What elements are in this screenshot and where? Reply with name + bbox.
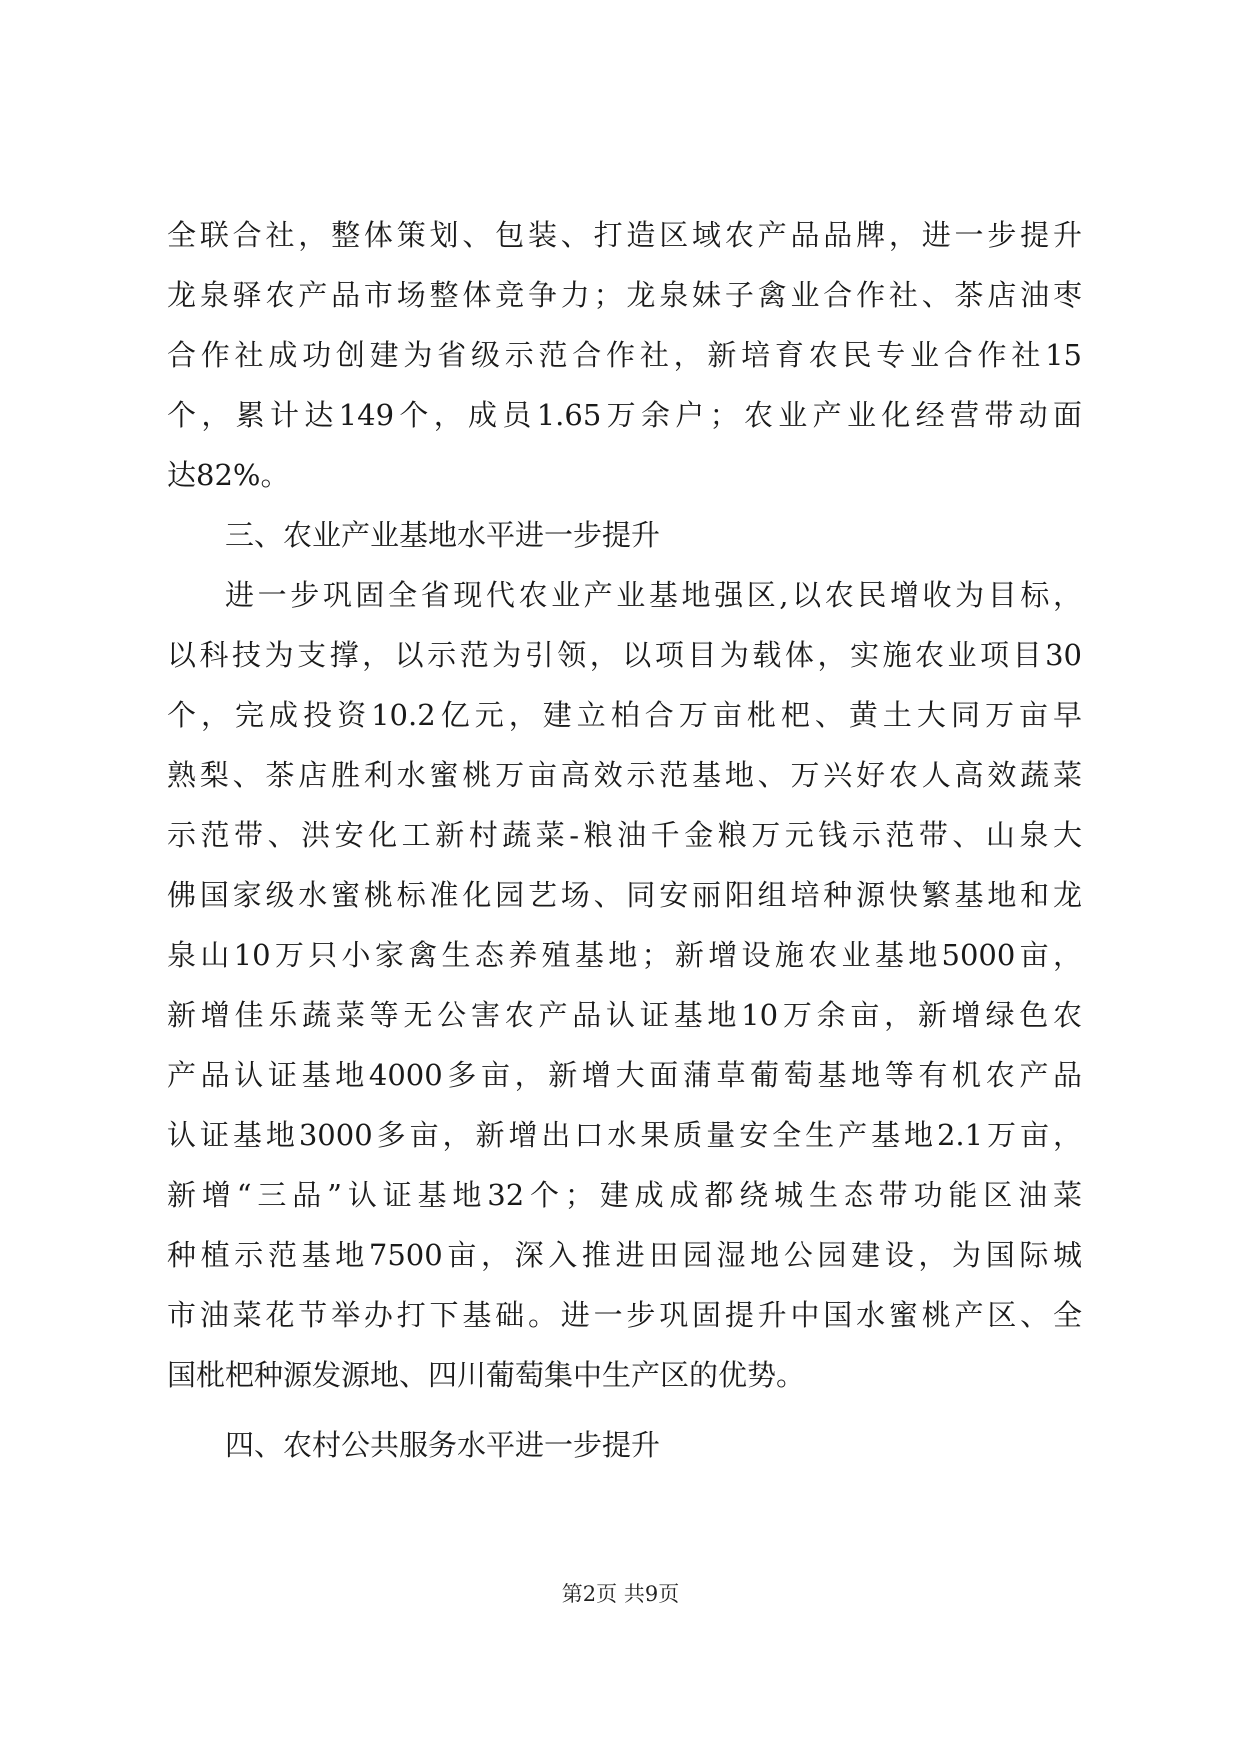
paragraph-line: 市油菜花节举办打下基础。进一步巩固提升中国水蜜桃产区、全: [167, 1298, 1082, 1332]
document-body: [167, 205, 1082, 1475]
paragraph-line: 龙泉驿农产品市场整体竞争力；龙泉妹子禽业合作社、茶店油枣: [167, 278, 1082, 312]
paragraph-line: 认证基地3000多亩，新增出口水果质量安全生产基地2.1万亩，: [167, 1118, 1082, 1152]
page-number-footer: 第2页 共9页: [561, 1582, 680, 1606]
paragraph-line: 示范带、洪安化工新村蔬菜-粮油千金粮万元钱示范带、山泉大: [167, 818, 1082, 852]
paragraph-line: 个，完成投资10.2亿元，建立柏合万亩枇杷、黄土大同万亩早: [167, 698, 1082, 732]
paragraph-line: 进一步巩固全省现代农业产业基地强区,以农民增收为目标，: [225, 578, 1082, 612]
section-heading: 四、农村公共服务水平进一步提升: [225, 1428, 661, 1462]
paragraph-line: 个，累计达149个，成员1.65万余户；农业产业化经营带动面: [167, 398, 1082, 432]
paragraph-line: 佛国家级水蜜桃标准化园艺场、同安丽阳组培种源快繁基地和龙: [167, 878, 1082, 912]
paragraph-line: 以科技为支撑，以示范为引领，以项目为载体，实施农业项目30: [167, 638, 1082, 672]
paragraph-line: 国枇杷种源发源地、四川葡萄集中生产区的优势。: [167, 1358, 806, 1392]
paragraph-line: 全联合社，整体策划、包装、打造区域农产品品牌，进一步提升: [167, 218, 1082, 252]
section-heading: 三、农业产业基地水平进一步提升: [225, 518, 661, 552]
paragraph-line: 新增佳乐蔬菜等无公害农产品认证基地10万余亩，新增绿色农: [167, 998, 1082, 1032]
paragraph-line: 泉山10万只小家禽生态养殖基地；新增设施农业基地5000亩，: [167, 938, 1082, 972]
paragraph-line: 种植示范基地7500亩，深入推进田园湿地公园建设，为国际城: [167, 1238, 1082, 1272]
paragraph-line: 熟梨、茶店胜利水蜜桃万亩高效示范基地、万兴好农人高效蔬菜: [167, 758, 1082, 792]
paragraph-line: 产品认证基地4000多亩，新增大面蒲草葡萄基地等有机农产品: [167, 1058, 1082, 1092]
paragraph-line: 合作社成功创建为省级示范合作社，新培育农民专业合作社15: [167, 338, 1082, 372]
paragraph-line: 新增“三品”认证基地32个；建成成都绕城生态带功能区油菜: [167, 1178, 1082, 1212]
paragraph-line: 达82%。: [167, 458, 290, 492]
